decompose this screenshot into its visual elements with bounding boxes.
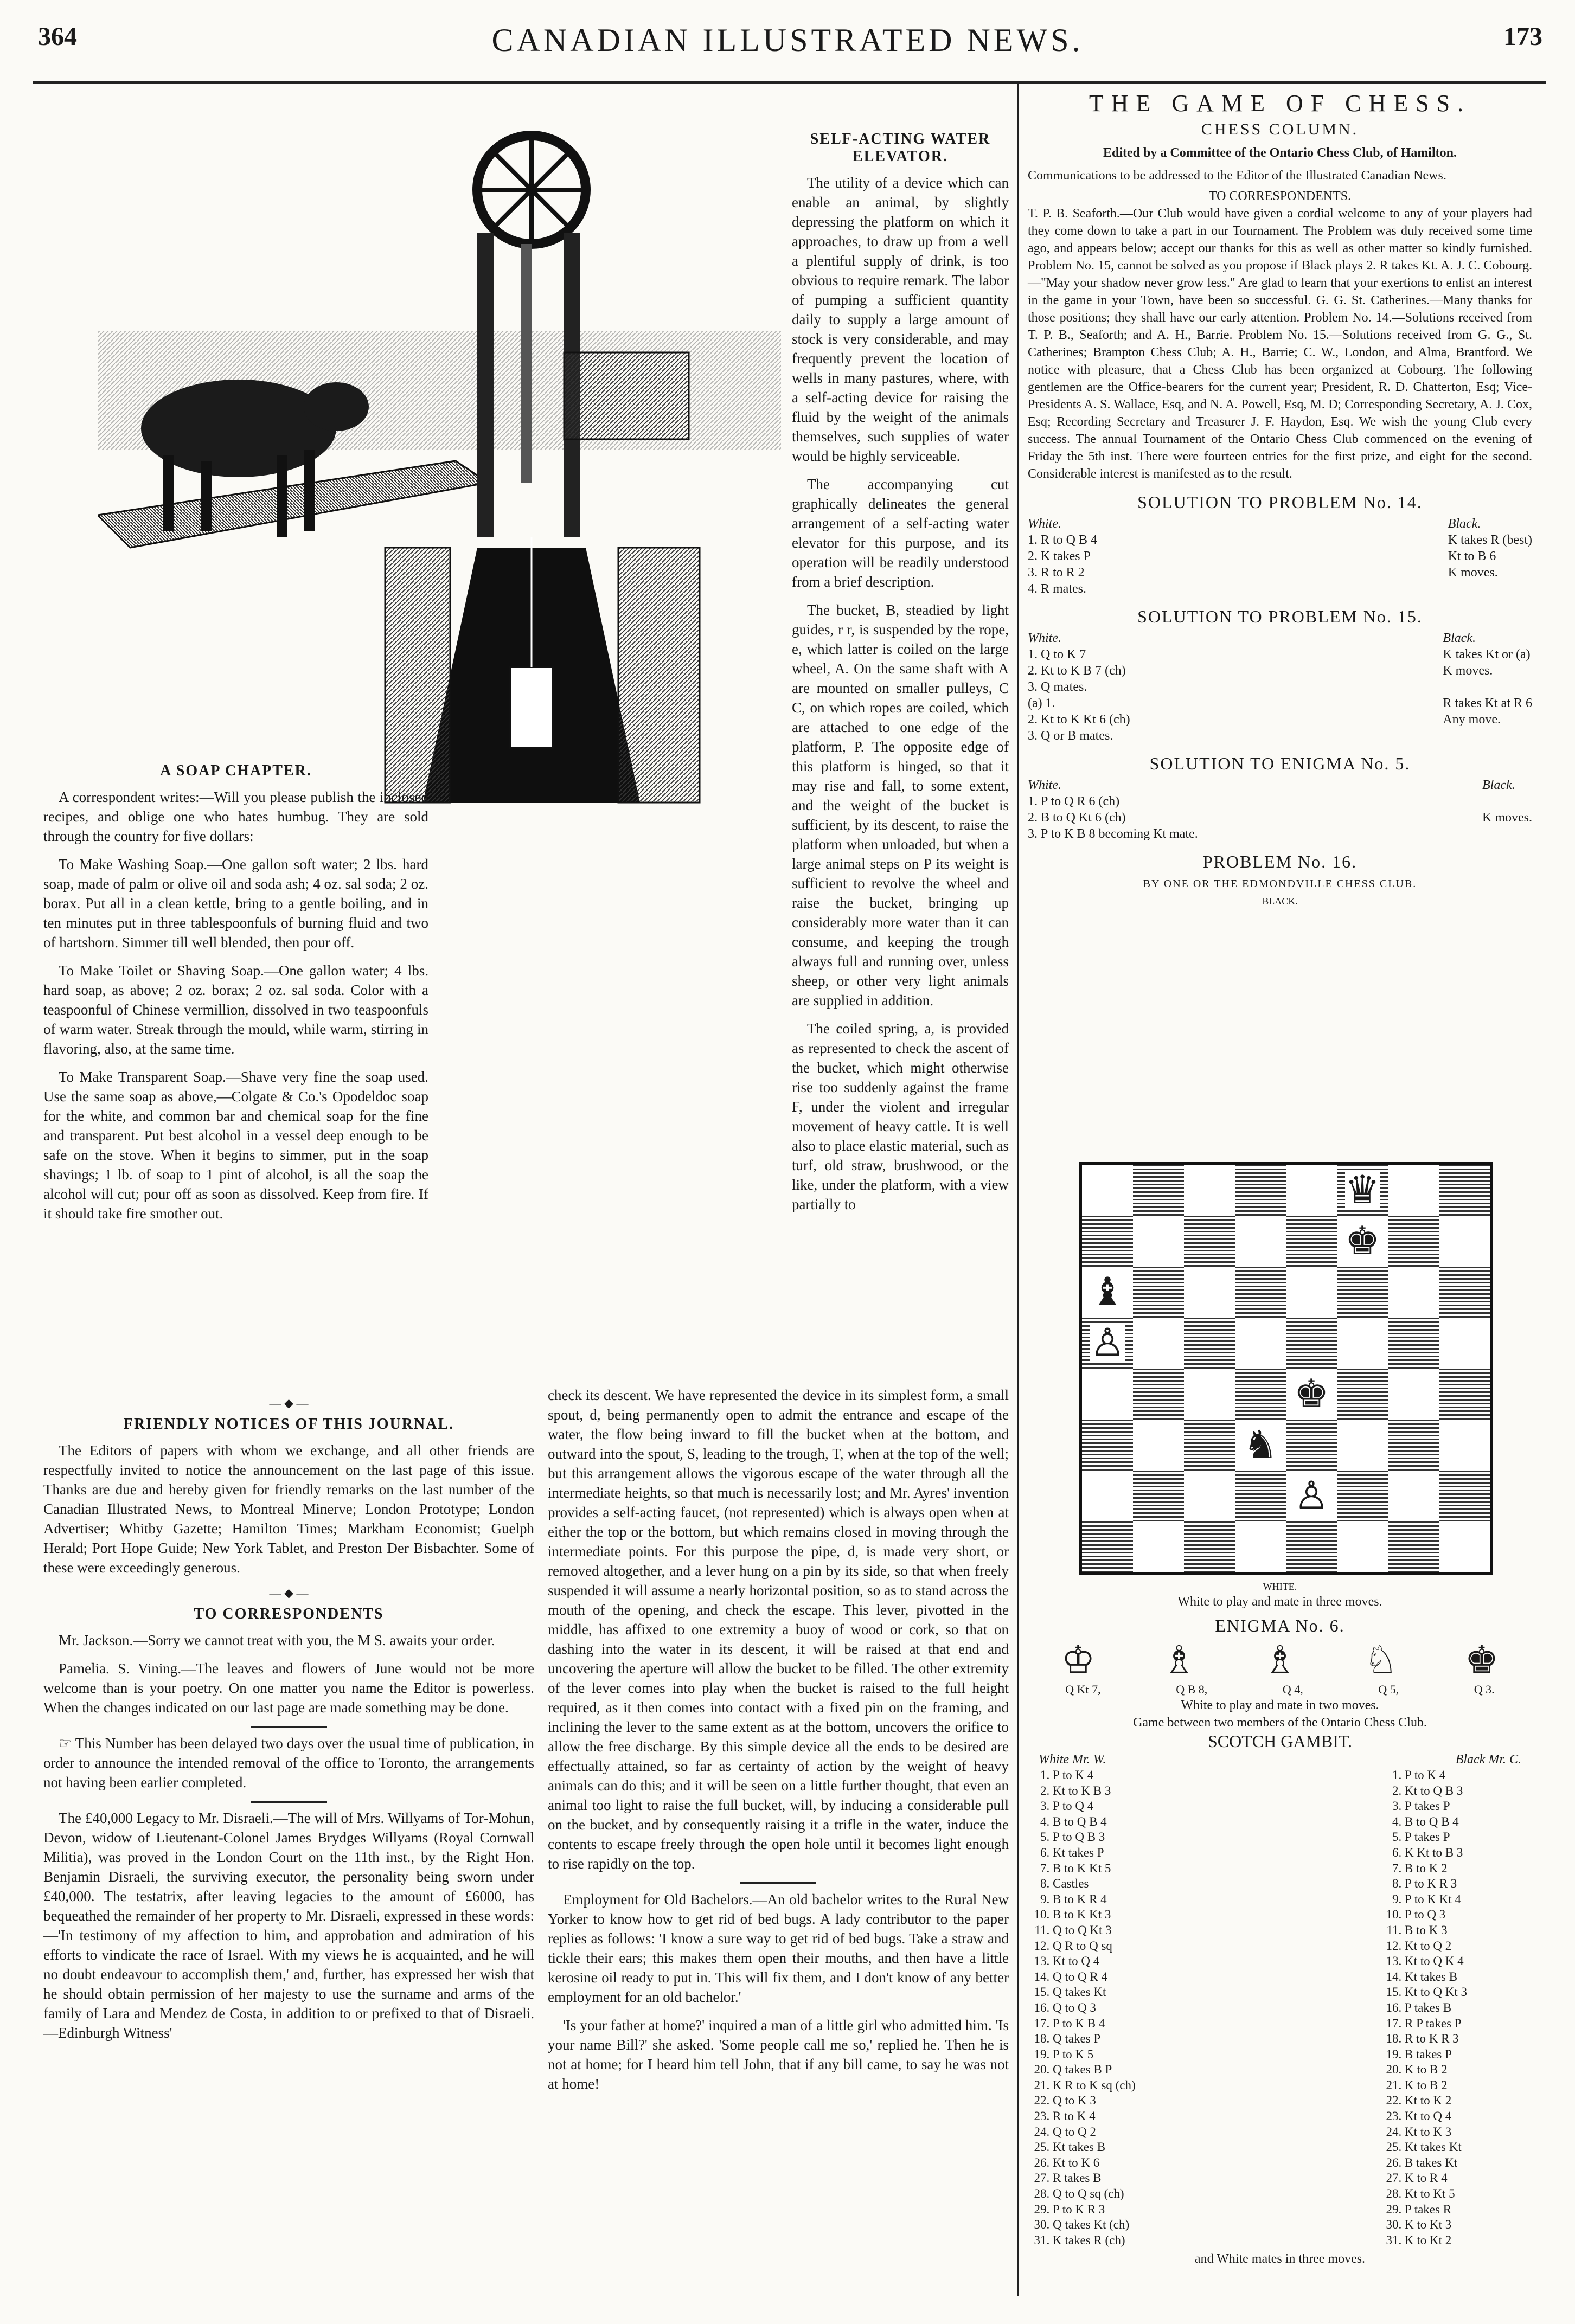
game-move: 30. K to Kt 3 bbox=[1405, 2217, 1467, 2233]
article-title: SELF-ACTING WATER ELEVATOR. bbox=[810, 131, 991, 165]
game-move: 10. B to K Kt 3 bbox=[1053, 1907, 1136, 1923]
game-move: 26. B takes Kt bbox=[1405, 2155, 1467, 2171]
black-label: Black. bbox=[1482, 778, 1515, 792]
board-square bbox=[1337, 1165, 1388, 1216]
square-label: Q 5, bbox=[1378, 1683, 1399, 1696]
problem-caption: White to play and mate in three moves. bbox=[1177, 1595, 1382, 1609]
board-square bbox=[1184, 1521, 1235, 1572]
board-square bbox=[1337, 1521, 1388, 1572]
game-move: 11. B to K 3 bbox=[1405, 1923, 1467, 1938]
chess-correspondents-text: T. P. B. Seaforth.—Our Club would have given a cordial welcome to any of your players had they come down to take a part in our Tournament. The Problem was duly received some time ago, and appears below; accept our thanks for this as well as other matter so kindly furnished. Problem No. 15, cannot be solved as you propose if Black plays 2. R takes Kt. A. J. C. Cobourg.—"May your shadow never grow less." Are glad to learn that your exertions to enlist an interest in the game in your Town, have been so successful. G. G. St. Catherines.—Many thanks for those positions; they shall have our early attention. Problem No. 14.—Solutions received from T. P. B., Seaforth; and A. H., Barrie. Problem No. 15.—Solutions received from G. G., St. Catherines; Brampton Chess Club; A. H., Barrie; C. W., London, and Alma, Brantford. We notice with pleasure, that a Chess Club has been organized at Cobourg. The following gentlemen are the Office-bearers for the current year; President, R. D. Chatterton, Esq; Vice-Presidents A. S. Wallace, Esq, and N. A. Powell, Esq, M. D; Corresponding Secretary, A. J. Cox, Esq; Recording Secretary and Treasurer J. F. Haydon, Esq. We wish the young Club every success. The annual Tournament of the Ontario Chess Club commenced on the evening of Friday the 5th inst. There were fourteen entries for the first prize, and eight for the second. Considerable interest is manifested as to the result. bbox=[1028, 207, 1532, 481]
move: 3. P to K B 8 becoming Kt mate. bbox=[1028, 827, 1198, 841]
square-label: Q 4, bbox=[1282, 1683, 1303, 1696]
problem-16-title: PROBLEM No. 16. bbox=[1202, 852, 1358, 871]
game-move: 21. K to B 2 bbox=[1405, 2078, 1467, 2094]
column-divider bbox=[1017, 84, 1019, 2296]
game-move: 15. Kt to Q Kt 3 bbox=[1405, 1985, 1467, 2000]
game-move: 16. P takes B bbox=[1405, 2000, 1467, 2016]
divider bbox=[251, 1726, 327, 1728]
pointing-hand-icon: ☞ bbox=[59, 1735, 75, 1751]
board-square bbox=[1439, 1369, 1490, 1420]
water-elevator-article bbox=[792, 127, 1009, 1223]
game-move: 31. K takes R (ch) bbox=[1053, 2233, 1136, 2249]
problem-16-author: BY ONE OR THE EDMONDVILLE CHESS CLUB. bbox=[1143, 878, 1417, 890]
masthead-title: CANADIAN ILLUSTRATED NEWS. bbox=[491, 22, 1084, 58]
chess-column bbox=[1028, 89, 1532, 910]
board-square bbox=[1286, 1318, 1337, 1369]
enigma-6-title: ENIGMA No. 6. bbox=[1215, 1616, 1345, 1635]
board-square bbox=[1337, 1318, 1388, 1369]
board-square bbox=[1388, 1318, 1439, 1369]
board-black-label: BLACK. bbox=[1262, 896, 1298, 907]
game-move: 17. P to K B 4 bbox=[1053, 2016, 1136, 2032]
board-square bbox=[1082, 1420, 1133, 1471]
chess-piece-icon: ♙ bbox=[1090, 1321, 1125, 1365]
move: K takes Kt or (a) bbox=[1443, 647, 1531, 662]
players bbox=[1028, 1751, 1532, 1768]
game-move: 4. B to Q B 4 bbox=[1053, 1814, 1136, 1830]
chess-correspondents-title: TO CORRESPONDENTS. bbox=[1208, 189, 1352, 203]
board-square bbox=[1235, 1165, 1286, 1216]
article-paragraph: The utility of a device which can enable an animal, by slightly depressing the platform on which it approaches, to draw up from a well a plentiful supply of drink, is too obvious to require remark. The labor of pumping a sufficient quantity daily to supply a large amount of stock is very considerable, and may frequently prevent the location of wells in many pastures, where, with a self-acting device for raising the fluid by the weight of the animals themselves, such supplies of water would be highly serviceable. bbox=[792, 175, 1009, 464]
water-elevator-continued bbox=[548, 1385, 1009, 2102]
game-move: 8. P to K R 3 bbox=[1405, 1876, 1467, 1892]
board-square bbox=[1082, 1216, 1133, 1267]
enigma-squares bbox=[1028, 1683, 1532, 1697]
move: 2. Kt to K Kt 6 (ch) bbox=[1028, 712, 1130, 727]
header-rule bbox=[33, 81, 1546, 84]
board-square bbox=[1439, 1216, 1490, 1267]
left-lower-column bbox=[43, 1391, 534, 2051]
game-move: 1. P to K 4 bbox=[1405, 1768, 1467, 1783]
game-move: 19. B takes P bbox=[1405, 2047, 1467, 2063]
board-square bbox=[1388, 1471, 1439, 1521]
solution-14-title: SOLUTION TO PROBLEM No. 14. bbox=[1137, 492, 1423, 512]
game-move: 15. Q takes Kt bbox=[1053, 1985, 1136, 2000]
game-move: 23. Kt to Q 4 bbox=[1405, 2109, 1467, 2124]
board-square bbox=[1388, 1165, 1439, 1216]
enigma-caption: White to play and mate in two moves. bbox=[1181, 1698, 1379, 1712]
white-moves-list bbox=[1028, 1768, 1136, 2248]
recipe-toilet: To Make Toilet or Shaving Soap.—One gallon water; 4 lbs. hard soap, as above; 2 oz. borax; 2 oz. sal soda. Color with a teaspoonful of Chinese vermillion, dissolved in two teaspoonfuls of warm water. Streak through the mould, while warm, stirring in flavoring, also, at the same time. bbox=[43, 962, 428, 1057]
article-paragraph: The bucket, B, steadied by light guides, r r, is suspended by the rope, e, which latter is coiled on the large wheel, A. On the same shaft with A are mounted on smaller pulleys, C C, on which ropes are coiled, which are attached to one edge of the platform, P. The opposite edge of this platform is hinged, so that it may rise and fall, to some extent, and the weight of the bucket is sufficient, by its descent, to raise the platform when unloaded, but when a large animal steps on P its weight is sufficient to revolve the wheel and raise the bucket, bringing up considerably more water than it can consume, and keeping the trough always full and running over, unless sheep, or other very light animals are supplied in addition. bbox=[792, 602, 1009, 1009]
game-move: 12. Q R to Q sq bbox=[1053, 1938, 1136, 1954]
chess-king-icon: ♚ bbox=[1464, 1640, 1499, 1681]
soap-article bbox=[43, 759, 428, 1232]
friendly-notices-text: The Editors of papers with whom we exchange, and all other friends are respectfully invited to notice the announcement on the last page of this issue. Thanks are due and hereby given for friendly remarks on the last number of the Canadian Illustrated News, to Montreal Minerve; London Prototype; London Advertiser; Whitby Gazette; Hamilton Times; Markham Economist; Guelph Herald; Port Hope Guide; New York Tablet, and Preston Der Bisbachter. Some of these were exceedingly generous. bbox=[43, 1442, 534, 1576]
chess-heading: THE GAME OF CHESS. bbox=[1089, 90, 1471, 117]
water-elevator-illustration bbox=[98, 125, 781, 808]
board-square bbox=[1286, 1165, 1337, 1216]
game-move: 29. P to K R 3 bbox=[1053, 2202, 1136, 2218]
enigma-5-title: SOLUTION TO ENIGMA No. 5. bbox=[1149, 754, 1411, 773]
game-move: 10. P to Q 3 bbox=[1405, 1907, 1467, 1923]
move: 3. Q or B mates. bbox=[1028, 729, 1113, 743]
board-square bbox=[1133, 1420, 1184, 1471]
game-move: 12. Kt to Q 2 bbox=[1405, 1938, 1467, 1954]
move: 1. R to Q B 4 bbox=[1028, 533, 1098, 547]
move: K moves. bbox=[1482, 811, 1532, 825]
board-square bbox=[1286, 1471, 1337, 1521]
game-move: 11. Q to Q Kt 3 bbox=[1053, 1923, 1136, 1938]
ornament: — ◆ — bbox=[269, 1586, 309, 1600]
black-moves-list bbox=[1380, 1768, 1467, 2248]
divider bbox=[740, 1882, 816, 1884]
game-move: 29. P takes R bbox=[1405, 2202, 1467, 2218]
board-square bbox=[1337, 1369, 1388, 1420]
game-move: 4. B to Q B 4 bbox=[1405, 1814, 1467, 1830]
move: (a) 1. bbox=[1028, 696, 1055, 710]
game-move: 8. Castles bbox=[1053, 1876, 1136, 1892]
bachelors-paragraph: Employment for Old Bachelors.—An old bachelor writes to the Rural New Yorker to know how to get rid of bed bugs. A lady contributor to the paper replies as follows: 'I know a sure way to get rid of bed bugs. Take a straw and tickle their ears; this makes them open their mouths, and then have a little kerosine oil ready to put in. This will fix them, and I don't know of any better employment for an old bachelor.' bbox=[548, 1891, 1009, 2005]
solution-15 bbox=[1028, 630, 1532, 744]
game-move: 22. Kt to K 2 bbox=[1405, 2093, 1467, 2109]
board-square bbox=[1388, 1216, 1439, 1267]
board-square bbox=[1439, 1318, 1490, 1369]
gambit-title: SCOTCH GAMBIT. bbox=[1207, 1731, 1353, 1751]
game-move: 2. Kt to K B 3 bbox=[1053, 1783, 1136, 1799]
board-square bbox=[1286, 1267, 1337, 1318]
game-moves bbox=[1028, 1768, 1532, 2248]
board-square bbox=[1082, 1318, 1133, 1369]
game-intro: Game between two members of the Ontario Chess Club. bbox=[1133, 1716, 1427, 1730]
board-square bbox=[1133, 1318, 1184, 1369]
chess-piece-icon: ♚ bbox=[1294, 1372, 1329, 1416]
chess-piece-icon: ♙ bbox=[1294, 1474, 1329, 1518]
chess-bishop-icon: ♗ bbox=[1263, 1640, 1297, 1681]
recipe-transparent: To Make Transparent Soap.—Shave very fine the soap used. Use the same soap as above,—Colgate & Co.'s Opodeldoc soap for the white, and common bar and chemical soap for the fine and transparent. Put best alcohol in a vessel deep enough to be safe on the stove. When it begins to simmer, put in the soap shavings; 1 lb. of soap to 1 pint of alcohol, is all the soap the alcohol will cut; pour off as soon as dissolved. Keep from fire. If it should take fire smother out. bbox=[43, 1069, 428, 1222]
move: K takes R (best) bbox=[1448, 533, 1532, 547]
board-square bbox=[1286, 1420, 1337, 1471]
move: 3. R to R 2 bbox=[1028, 566, 1085, 580]
move: 4. R mates. bbox=[1028, 582, 1086, 596]
board-square bbox=[1439, 1521, 1490, 1572]
enigma-pieces bbox=[1028, 1639, 1532, 1683]
game-move: 25. Kt takes B bbox=[1053, 2140, 1136, 2155]
game-move: 2. Kt to Q B 3 bbox=[1405, 1783, 1467, 1799]
move: K moves. bbox=[1443, 664, 1493, 678]
board-square bbox=[1133, 1165, 1184, 1216]
article-paragraph: check its descent. We have represented the device in its simplest form, a small spout, d, being permanently open to admit the entrance and escape of the water, the flow being inward to fill the bucket when at the bottom, and outward into the spout, S, leading to the trough, T, when at the top of the well; but this arrangement allows the vigorous escape of the water through all the intermediate heights, so that much is necessarily lost; and Mr. Ayres' invention provides a self-acting faucet, (not represented) which is always open when at either the top or the bottom, but which remains closed in moving through the intermediate points. For this purpose the pipe, d, is made very short, or removed altogether, and a lever hung on a pin by its side, so that when freely suspended it will assume a nearly horizontal position, so as to stand across the mouth of the opening, and check the escape. This lever, pivotted in the middle, has affixed to one extremity a buoy of wood or cork, so that on dashing into the water in its descent, it will be raised at that end and uncovering the aperture will allow the bucket to be filled. The other extremity of the lever comes into play when the bucket is raised to the full height required, as it then comes into contact with a fixed pin on the framing, and inclining the lever to the same extent as at the bottom, uncovers the orifice to allow the free discharge. By this simple device all the ends to be desired are effectually attained, so far as certainty of action by the weight of heavy animals can do this; and it will be seen on a little further thought, that even an animal too light to raise the full bucket, will, by inducing a considerable pull on the bucket, and by consequently raising it a trifle in the water, induce the contents to escape freely through the open hole until it becomes light enough to rise rapidly on the top. bbox=[548, 1387, 1009, 1872]
board-square bbox=[1184, 1318, 1235, 1369]
board-square bbox=[1235, 1420, 1286, 1471]
article-paragraph: A correspondent writes:—Will you please publish the inclosed recipes, and oblige one who hates humbug. They are sold through the country for five dollars: bbox=[43, 789, 428, 844]
friendly-notices-title: FRIENDLY NOTICES OF THIS JOURNAL. bbox=[123, 1416, 454, 1433]
square-label: Q Kt 7, bbox=[1065, 1683, 1101, 1696]
board-square bbox=[1388, 1267, 1439, 1318]
game-move: 3. P to Q 4 bbox=[1053, 1799, 1136, 1814]
article-paragraph: The accompanying cut graphically delineates the general arrangement of a self-acting water elevator for this purpose, and its operation will be readily understood from a brief description. bbox=[792, 476, 1009, 590]
move: K moves. bbox=[1448, 566, 1498, 580]
game-move: 21. K R to K sq (ch) bbox=[1053, 2078, 1136, 2094]
square-label: Q 3. bbox=[1474, 1683, 1495, 1696]
board-square bbox=[1184, 1420, 1235, 1471]
page-number-left: 364 bbox=[38, 22, 77, 51]
legacy-article: The £40,000 Legacy to Mr. Disraeli.—The will of Mrs. Willyams of Tor-Mohun, Devon, widow of Lieutenant-Colonel James Brydges Willyams (Royal Cornwall Militia), was proved in the London Court on the 11th inst., by the Right Hon. Benjamin Disraeli, the surviving executor, the personality being sworn under £40,000. The testatrix, after leaving legacies to the amount of £6000, has bequeathed the remainder of her property to Mr. Disraeli, expressed in these words:—'In testimony of my affection to him, and approbation and admiration of his efforts to vindicate the race of Israel. With my views he is acquainted, and he will no doubt endeavour to accomplish them,' and, further, has expressed her wish that he should obtain permission of her majesty to use the surname and arms of the family of Lara and Mendez de Costa, in addition to or prefixed to that of Disraeli.—Edinburgh Witness' bbox=[43, 1810, 534, 2041]
white-player: White Mr. W. bbox=[1039, 1752, 1106, 1767]
game-move: 6. K Kt to B 3 bbox=[1405, 1845, 1467, 1861]
board-square bbox=[1388, 1521, 1439, 1572]
board-square bbox=[1439, 1471, 1490, 1521]
game-footer: and White mates in three moves. bbox=[1194, 2252, 1366, 2267]
white-label: White. bbox=[1028, 517, 1061, 531]
board-square bbox=[1082, 1471, 1133, 1521]
game-move: 14. Q to Q R 4 bbox=[1053, 1969, 1136, 1985]
game-move: 14. Kt takes B bbox=[1405, 1969, 1467, 1985]
game-move: 7. B to K 2 bbox=[1405, 1861, 1467, 1877]
board-square bbox=[1337, 1471, 1388, 1521]
chess-communications: Communications to be addressed to the Editor of the Illustrated Canadian News. bbox=[1028, 169, 1446, 183]
game-move: 20. K to B 2 bbox=[1405, 2062, 1467, 2078]
board-square bbox=[1388, 1420, 1439, 1471]
black-player: Black Mr. C. bbox=[1455, 1752, 1521, 1767]
chess-king-icon: ♔ bbox=[1061, 1640, 1096, 1681]
publication-notice: ☞ This Number has been delayed two days over the usual time of publication, in order to announce the intended removal of the office to Toronto, the arrangements not having been earlier completed. bbox=[43, 1735, 534, 1790]
square-label: Q B 8, bbox=[1176, 1683, 1208, 1696]
board-square bbox=[1286, 1369, 1337, 1420]
game-move: 19. P to K 5 bbox=[1053, 2047, 1136, 2063]
game-move: 18. R to K R 3 bbox=[1405, 2031, 1467, 2047]
game-move: 18. Q takes P bbox=[1053, 2031, 1136, 2047]
move: Any move. bbox=[1443, 712, 1501, 727]
game-move: 3. P takes P bbox=[1405, 1799, 1467, 1814]
game-move: 23. R to K 4 bbox=[1053, 2109, 1136, 2124]
game-move: 27. K to R 4 bbox=[1405, 2171, 1467, 2186]
board-square bbox=[1184, 1165, 1235, 1216]
board-square bbox=[1337, 1216, 1388, 1267]
chess-piece-icon: ♞ bbox=[1243, 1423, 1278, 1467]
board-square bbox=[1133, 1267, 1184, 1318]
game-move: 13. Kt to Q K 4 bbox=[1405, 1954, 1467, 1969]
article-title: A SOAP CHAPTER. bbox=[160, 762, 312, 779]
white-label: White. bbox=[1028, 778, 1061, 792]
board-square bbox=[1286, 1216, 1337, 1267]
game-move: 28. Q to Q sq (ch) bbox=[1053, 2186, 1136, 2202]
game-move: 17. R P takes P bbox=[1405, 2016, 1467, 2032]
board-square bbox=[1184, 1216, 1235, 1267]
board-square bbox=[1082, 1165, 1133, 1216]
board-square bbox=[1133, 1369, 1184, 1420]
chess-subheading: CHESS COLUMN. bbox=[1201, 120, 1359, 138]
board-square bbox=[1235, 1521, 1286, 1572]
recipe-washing: To Make Washing Soap.—One gallon soft water; 2 lbs. hard soap, made of palm or olive oil and soda ash; 4 oz. sal soda; 2 oz. borax. Put all in a clean kettle, bring to a gentle boiling, and in ten minutes put in three tablespoonfuls of burning fluid and two of hartshorn. Simmer till well blended, then pour off. bbox=[43, 856, 428, 951]
solution-15-title: SOLUTION TO PROBLEM No. 15. bbox=[1137, 607, 1423, 626]
board-square bbox=[1439, 1420, 1490, 1471]
game-move: 31. K to Kt 2 bbox=[1405, 2233, 1467, 2249]
board-square bbox=[1184, 1369, 1235, 1420]
game-move: 25. Kt takes Kt bbox=[1405, 2140, 1467, 2155]
correspondent-reply: Mr. Jackson.—Sorry we cannot treat with you, the M S. awaits your order. bbox=[59, 1632, 495, 1648]
game-move: 28. Kt to Kt 5 bbox=[1405, 2186, 1467, 2202]
move: Kt to B 6 bbox=[1448, 549, 1496, 563]
board-square bbox=[1082, 1521, 1133, 1572]
game-move: 5. P to Q B 3 bbox=[1053, 1829, 1136, 1845]
game-move: 6. Kt takes P bbox=[1053, 1845, 1136, 1861]
board-square bbox=[1082, 1369, 1133, 1420]
bachelors-paragraph: 'Is your father at home?' inquired a man of a little girl who admitted him. 'Is your name Bill?' she asked. 'Some people call me so,' replied he. Then he is not at home; for I heard him tell John, that if any bill came, to say he was not at home! bbox=[548, 2017, 1009, 2092]
chess-piece-icon: ♛ bbox=[1344, 1169, 1380, 1212]
game-move: 9. P to K Kt 4 bbox=[1405, 1892, 1467, 1908]
chess-piece-icon: ♚ bbox=[1344, 1219, 1380, 1263]
board-square bbox=[1082, 1267, 1133, 1318]
board-white-label: WHITE. bbox=[1263, 1581, 1297, 1592]
enigma-and-game bbox=[1028, 1616, 1532, 2268]
move: 2. Kt to K B 7 (ch) bbox=[1028, 664, 1126, 678]
article-paragraph: The coiled spring, a, is provided as represented to check the ascent of the bucket, which might otherwise rise too suddenly against the frame F, under the violent and irregular movement of heavy cattle. It is well also to place elastic material, such as turf, old straw, brushwood, or the like, under the platform, with a view partially to bbox=[792, 1020, 1009, 1212]
board-square bbox=[1184, 1471, 1235, 1521]
engraving bbox=[98, 125, 781, 808]
move: R takes Kt at R 6 bbox=[1443, 696, 1532, 710]
board-square bbox=[1439, 1165, 1490, 1216]
move: 1. P to Q R 6 (ch) bbox=[1028, 794, 1120, 808]
game-move: 13. Kt to Q 4 bbox=[1053, 1954, 1136, 1969]
game-move: 26. Kt to K 6 bbox=[1053, 2155, 1136, 2171]
board-square bbox=[1235, 1216, 1286, 1267]
divider bbox=[251, 1801, 327, 1803]
chess-board bbox=[1079, 1162, 1493, 1575]
black-label: Black. bbox=[1443, 631, 1476, 645]
board-square bbox=[1235, 1369, 1286, 1420]
game-move: 24. Q to Q 2 bbox=[1053, 2124, 1136, 2140]
move: 2. K takes P bbox=[1028, 549, 1091, 563]
game-move: 9. B to K R 4 bbox=[1053, 1892, 1136, 1908]
page-number-right: 173 bbox=[1503, 22, 1542, 51]
black-label: Black. bbox=[1448, 517, 1481, 531]
board-square bbox=[1337, 1420, 1388, 1471]
chess-piece-icon: ♝ bbox=[1090, 1270, 1125, 1314]
chess-bishop-icon: ♗ bbox=[1162, 1640, 1196, 1681]
ornament: — ◆ — bbox=[269, 1396, 309, 1410]
game-move: 20. Q takes B P bbox=[1053, 2062, 1136, 2078]
game-move: 1. P to K 4 bbox=[1053, 1768, 1136, 1783]
board-square bbox=[1235, 1267, 1286, 1318]
board-square bbox=[1235, 1318, 1286, 1369]
board-square bbox=[1133, 1216, 1184, 1267]
chess-editors: Edited by a Committee of the Ontario Chess Club, of Hamilton. bbox=[1103, 146, 1457, 160]
game-move: 16. Q to Q 3 bbox=[1053, 2000, 1136, 2016]
game-move: 7. B to K Kt 5 bbox=[1053, 1861, 1136, 1877]
correspondents-title: TO CORRESPONDENTS bbox=[194, 1606, 384, 1622]
board-square bbox=[1439, 1267, 1490, 1318]
board-square bbox=[1235, 1471, 1286, 1521]
move: 2. B to Q Kt 6 (ch) bbox=[1028, 811, 1126, 825]
solution-14 bbox=[1028, 516, 1532, 597]
board-square bbox=[1184, 1267, 1235, 1318]
enigma-5-solution bbox=[1028, 777, 1532, 842]
move: 3. Q mates. bbox=[1028, 680, 1087, 694]
game-move: 30. Q takes Kt (ch) bbox=[1053, 2217, 1136, 2233]
chess-knight-icon: ♘ bbox=[1363, 1640, 1398, 1681]
white-label: White. bbox=[1028, 631, 1061, 645]
game-move: 5. P takes P bbox=[1405, 1829, 1467, 1845]
board-square bbox=[1337, 1267, 1388, 1318]
board-square bbox=[1388, 1369, 1439, 1420]
correspondent-reply: Pamelia. S. Vining.—The leaves and flowers of June would not be more welcome than is your poetry. On one matter you name the Editor is powerless. When the changes indicated on our last page are made something may be done. bbox=[43, 1660, 534, 1716]
board-square bbox=[1286, 1521, 1337, 1572]
move: 1. Q to K 7 bbox=[1028, 647, 1086, 662]
board-square bbox=[1133, 1471, 1184, 1521]
game-move: 27. R takes B bbox=[1053, 2171, 1136, 2186]
board-square bbox=[1133, 1521, 1184, 1572]
game-move: 22. Q to K 3 bbox=[1053, 2093, 1136, 2109]
game-move: 24. Kt to K 3 bbox=[1405, 2124, 1467, 2140]
